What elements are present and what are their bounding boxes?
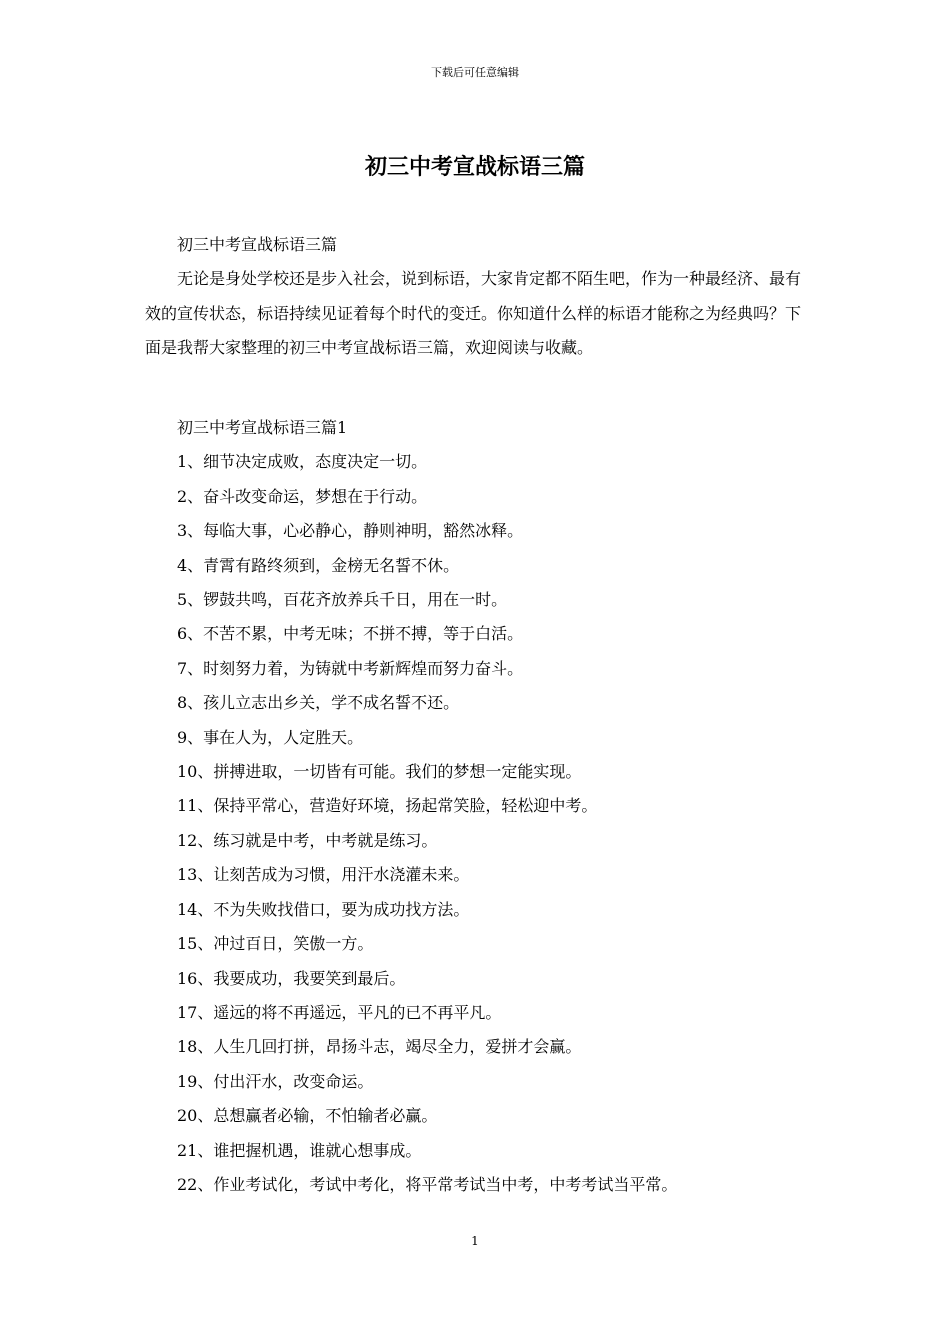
intro-paragraph: 无论是身处学校还是步入社会，说到标语，大家肯定都不陌生吧，作为一种最经济、最有效的宣传状态，标语持续见证着每个时代的变迁。你知道什么样的标语才能称之为经典吗？下面是我帮大家整理的初三中考宣战标语三篇，欢迎阅读与收藏。 bbox=[145, 269, 802, 357]
list-item: 22、作业考试化，考试中考化，将平常考试当中考，中考考试当平常。 bbox=[177, 1174, 678, 1194]
intro-section bbox=[145, 228, 810, 366]
list-item: 1、细节决定成败，态度决定一切。 bbox=[177, 452, 428, 472]
list-item: 3、每临大事，心必静心，静则神明，豁然冰释。 bbox=[177, 521, 524, 541]
document-title: 初三中考宣战标语三篇 bbox=[364, 155, 585, 180]
list-item: 9、事在人为，人定胜天。 bbox=[177, 727, 364, 747]
list-item: 16、我要成功，我要笑到最后。 bbox=[177, 968, 406, 988]
list-item: 2、奋斗改变命运，梦想在于行动。 bbox=[177, 486, 428, 506]
list-item: 18、人生几回打拼，昂扬斗志，竭尽全力，爱拼才会赢。 bbox=[177, 1037, 582, 1057]
list-item: 13、让刻苦成为习惯，用汗水浇灌未来。 bbox=[177, 865, 470, 885]
list-item: 14、不为失败找借口，要为成功找方法。 bbox=[177, 899, 470, 919]
list-item: 21、谁把握机遇，谁就心想事成。 bbox=[177, 1140, 422, 1160]
list-item: 8、孩儿立志出乡关，学不成名誓不还。 bbox=[177, 693, 460, 713]
list-item: 7、时刻努力着，为铸就中考新辉煌而努力奋斗。 bbox=[177, 658, 524, 678]
list-item: 6、不苦不累，中考无味；不拼不搏，等于白活。 bbox=[177, 624, 524, 644]
list-item: 15、冲过百日，笑傲一方。 bbox=[177, 934, 374, 954]
list-item: 19、付出汗水，改变命运。 bbox=[177, 1071, 374, 1091]
list-item: 5、锣鼓共鸣，百花齐放养兵千日，用在一时。 bbox=[177, 590, 508, 610]
page-number: 1 bbox=[471, 1234, 479, 1248]
list-item: 17、遥远的将不再遥远，平凡的已不再平凡。 bbox=[177, 1002, 502, 1022]
list-item: 12、练习就是中考，中考就是练习。 bbox=[177, 830, 438, 850]
intro-subtitle: 初三中考宣战标语三篇 bbox=[177, 235, 338, 254]
section-heading: 初三中考宣战标语三篇1 bbox=[177, 418, 348, 437]
list-item: 10、拼搏进取，一切皆有可能。我们的梦想一定能实现。 bbox=[177, 762, 582, 782]
list-item: 11、保持平常心，营造好环境，扬起常笑脸，轻松迎中考。 bbox=[177, 796, 598, 816]
list-item: 4、青霄有路终须到，金榜无名誓不休。 bbox=[177, 555, 460, 575]
page-header-note: 下载后可任意编辑 bbox=[431, 66, 519, 79]
list-item: 20、总想赢者必输，不怕输者必赢。 bbox=[177, 1106, 438, 1126]
slogan-list-section bbox=[145, 411, 810, 1202]
